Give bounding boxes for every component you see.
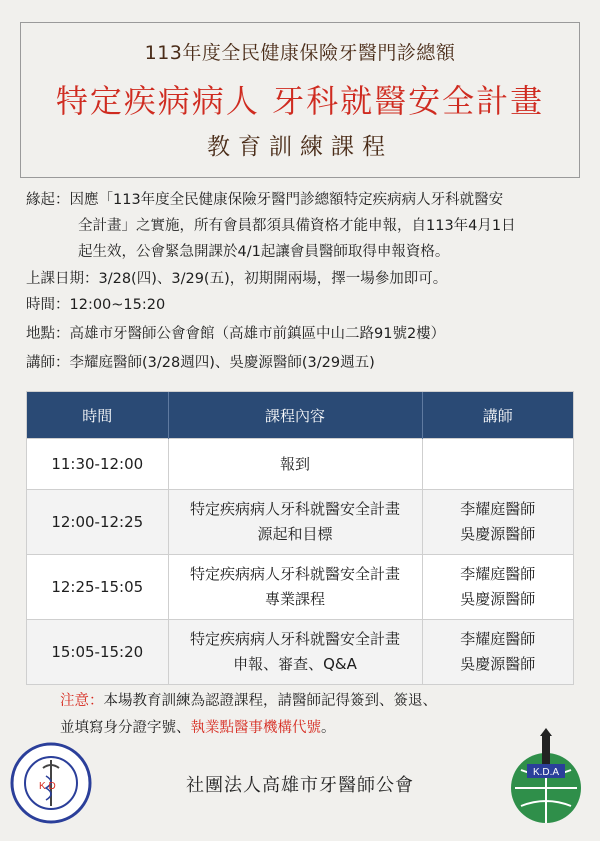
row-teacher [422, 490, 573, 555]
seal-text: K D [39, 781, 56, 792]
row-content [168, 555, 422, 620]
title-line-2: 特定疾病病人 牙科就醫安全計畫 [55, 82, 545, 120]
notice-text-2c: 。 [321, 720, 336, 736]
notice-text-1: 本場教育訓練為認證課程，請醫師記得簽到、簽退、 [103, 693, 437, 709]
kda-logo-icon [505, 728, 587, 828]
content-line: 特定疾病病人牙科就醫安全計畫 [189, 630, 400, 648]
table-header-row [27, 392, 573, 439]
table-row [27, 490, 573, 555]
header-teacher: 講師 [422, 392, 573, 439]
row-teacher [422, 620, 573, 685]
notice-text-2a: 並填寫身分證字號、 [60, 720, 191, 736]
row-content [168, 490, 422, 555]
row-time: 12:00-12:25 [27, 490, 168, 555]
origin-label: 緣起： [26, 192, 70, 208]
row-time: 11:30-12:00 [27, 439, 168, 490]
title-line-3: 教育訓練課程 [207, 134, 393, 160]
row-content [168, 439, 422, 490]
row-time: 15:05-15:20 [27, 620, 168, 685]
notice-text-2b: 執業點醫事機構代號 [190, 720, 321, 736]
title-line-1: 113年度全民健康保險牙醫門診總額 [144, 42, 456, 64]
class-place: 地點：高雄市牙醫師公會會館（高雄市前鎮區中山二路91號2樓） [26, 326, 446, 342]
notice-label: 注意： [60, 693, 104, 709]
teacher-line: 李耀庭醫師 [460, 630, 536, 648]
header-content: 課程內容 [168, 392, 422, 439]
content-line: 特定疾病病人牙科就醫安全計畫 [189, 565, 400, 583]
notice [60, 688, 560, 742]
row-teacher [422, 555, 573, 620]
origin-line-3: 起生效，公會緊急開課於4/1起讓會員醫師取得申報資格。 [78, 244, 450, 260]
teacher-line: 吳慶源醫師 [460, 525, 536, 543]
schedule-table [27, 392, 573, 684]
table-row [27, 620, 573, 685]
teacher-line: 李耀庭醫師 [460, 565, 536, 583]
association-seal-logo-icon [10, 742, 92, 824]
row-teacher [422, 439, 573, 490]
row-content [168, 620, 422, 685]
origin-line-2: 全計畫」之實施，所有會員都須具備資格才能申報，自113年4月1日 [78, 218, 516, 234]
table-row [27, 439, 573, 490]
teacher-line: 李耀庭醫師 [460, 500, 536, 518]
row-time: 12:25-15:05 [27, 555, 168, 620]
content-line: 源起和目標 [257, 525, 333, 543]
table-row [27, 555, 573, 620]
content-line: 專業課程 [264, 590, 325, 608]
content-line: 申報、審查、Q&A [233, 655, 357, 673]
class-date: 上課日期：3/28(四)、3/29(五)，初期開兩場，擇一場參加即可。 [26, 271, 448, 287]
content-line: 特定疾病病人牙科就醫安全計畫 [189, 500, 400, 518]
content-line: 報到 [279, 454, 310, 473]
kda-text: K.D.A [532, 767, 560, 778]
class-lecturer: 講師：李耀庭醫師(3/28週四)、吳慶源醫師(3/29週五) [26, 355, 375, 371]
teacher-line: 吳慶源醫師 [460, 590, 536, 608]
origin-line-1: 因應「113年度全民健康保險牙醫門診總額特定疾病病人牙科就醫安 [69, 192, 504, 208]
teacher-line: 吳慶源醫師 [460, 655, 536, 673]
class-time: 時間：12:00~15:20 [26, 297, 166, 313]
origin-block [26, 187, 578, 265]
organization-name: 社團法人高雄市牙醫師公會 [186, 775, 414, 796]
header-time: 時間 [27, 392, 168, 439]
